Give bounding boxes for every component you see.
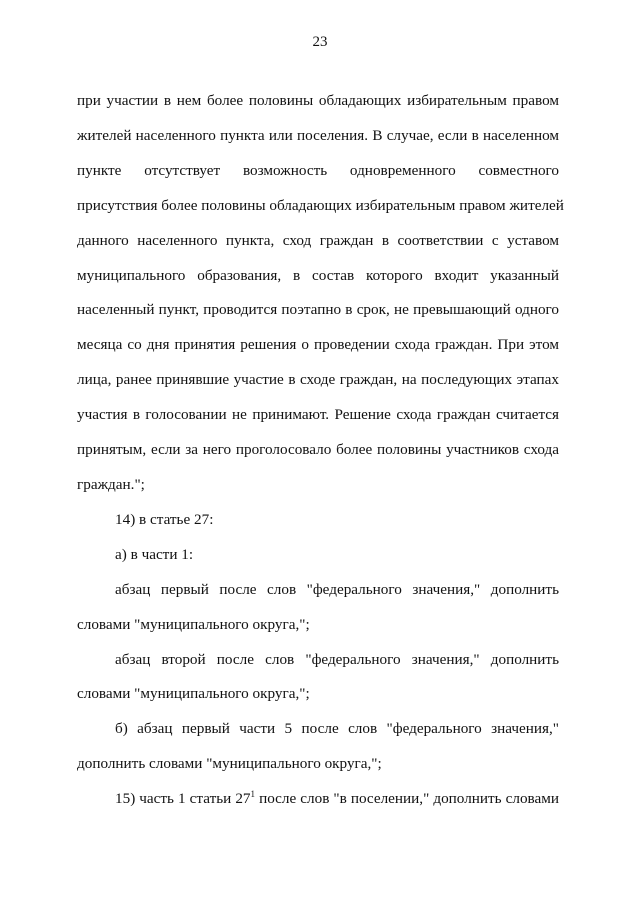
paragraph-subitem-b xyxy=(77,712,559,782)
text-line: жителей населенного пункта или поселения. В случае, если в населенном xyxy=(77,126,559,144)
superscript: 1 xyxy=(250,789,256,800)
paragraph-item-15 xyxy=(77,782,559,817)
text-line: муниципального образования, в состав которого входит указанный xyxy=(77,266,559,284)
text-line: словами "муниципального округа,"; xyxy=(77,615,310,633)
page-number: 23 xyxy=(312,34,328,50)
text-line xyxy=(77,782,559,817)
paragraph-item-14 xyxy=(77,503,559,538)
text-line: лица, ранее принявшие участие в сходе граждан, на последующих этапах xyxy=(77,371,559,389)
text-fragment: после слов "в поселении," дополнить словами xyxy=(255,790,560,808)
text-line: дополнить словами "муниципального округа,"; xyxy=(77,755,382,773)
text-line: абзац первый после слов "федерального значения," дополнить xyxy=(115,580,559,598)
text-line: б) абзац первый части 5 после слов "федерального значения," xyxy=(115,720,559,738)
paragraph-abzac-first xyxy=(77,573,559,643)
text-line: принятым, если за него проголосовало более половины участников схода xyxy=(77,441,559,459)
text-line: а) в части 1: xyxy=(115,545,194,563)
text-line: при участии в нем более половины обладающих избирательным правом xyxy=(77,92,559,109)
text-line: населенный пункт, проводится поэтапно в срок, не превышающий одного xyxy=(77,301,559,319)
text-line: пункте отсутствует возможность одновременного совместного xyxy=(77,161,559,179)
text-line: участия в голосовании не принимают. Решение схода граждан считается xyxy=(77,406,559,424)
text-line: граждан."; xyxy=(77,475,145,493)
text-fragment: 15) часть 1 статьи 27 xyxy=(115,790,251,808)
text-line: 14) в статье 27: xyxy=(115,510,214,528)
text-line: данного населенного пункта, сход граждан в соответствии с уставом xyxy=(77,231,559,249)
text-line: абзац второй после слов "федерального значения," дополнить xyxy=(115,650,559,668)
paragraph-subitem-a xyxy=(77,538,559,573)
paragraph-sход-continuation xyxy=(77,84,564,503)
document-body xyxy=(77,84,564,817)
text-line: присутствия более половины обладающих избирательным правом жителей xyxy=(77,196,564,214)
text-line: месяца со дня принятия решения о проведении схода граждан. При этом xyxy=(77,336,559,354)
paragraph-abzac-second xyxy=(77,643,559,713)
text-line: словами "муниципального округа,"; xyxy=(77,685,310,703)
